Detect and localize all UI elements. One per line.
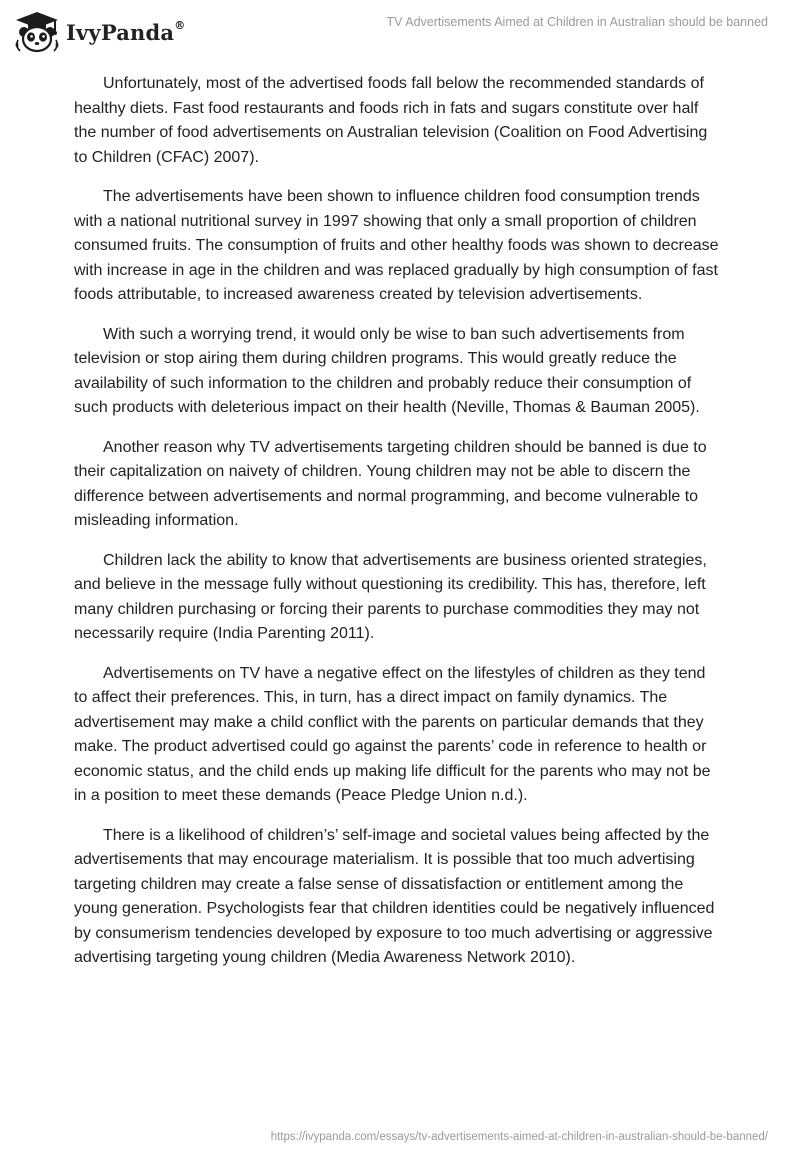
paragraph: Unfortunately, most of the advertised foods fall below the recommended standards of healthy diets. Fast food restaurants and foods rich in fats and sugars constitute over half the number of food advertisements on Australian television (Coalition on Food Advertising to Children (CFAC) 2007). <box>74 75 708 166</box>
paragraph: There is a likelihood of children’s’ self-image and societal values being affected by the advertisements that may encourage materialism. It is possible that too much advertising targeting children may create a false sense of dissatisfaction or entitlement among the young generation. Psychologists fear that children identities could be negatively influenced by consumerism tendencies developed by exposure to too much advertising or aggressive advertising targeting young children (Media Awareness Network 2010). <box>74 826 715 966</box>
paragraph: With such a worrying trend, it would only be wise to ban such advertisements from television or stop airing them during children programs. This would greatly reduce the availability of such information to the children and probably reduce their consumption of such products with deleterious impact on their health (Neville, Thomas & Bauman 2005). <box>74 325 700 416</box>
paragraph: Another reason why TV advertisements targeting children should be banned is due to their capitalization on naivety of children. Young children may not be able to discern the difference between advertisements and normal programming, and become vulnerable to misleading information. <box>74 438 707 529</box>
page-header <box>0 0 800 60</box>
essay-body <box>74 72 720 986</box>
document-title: TV Advertisements Aimed at Children in Australian should be banned <box>386 15 768 29</box>
paragraph: Advertisements on TV have a negative effect on the lifestyles of children as they tend to affect their preferences. This, in turn, has a direct impact on family dynamics. The advertisement may make a child conflict with the parents on particular demands that they make. The product advertised could go against the parents’ code in reference to health or economic status, and the child ends up making life difficult for the parents who may not be in a position to meet these demands (Peace Pledge Union n.d.). <box>74 664 711 804</box>
ivypanda-logo[interactable] <box>14 10 185 54</box>
paragraph: The advertisements have been shown to influence children food consumption trends with a national nutritional survey in 1997 showing that only a small proportion of children consumed fruits. The consumption of fruits and other healthy foods was shown to decrease with increase in age in the children and was replaced gradually by high consumption of fast foods attributable, to increased awareness created by television advertisements. <box>74 188 719 303</box>
source-url[interactable]: https://ivypanda.com/essays/tv-advertisements-aimed-at-children-in-australian-should-be-banned/ <box>270 1131 768 1143</box>
paragraph: Children lack the ability to know that advertisements are business oriented strategies, and believe in the message fully without questioning its credibility. This has, therefore, left many children purchasing or forcing their parents to purchase commodities they may not necessarily require (India Parenting 2011). <box>74 551 707 642</box>
brand-name: IvyPanda® <box>66 18 186 45</box>
panda-graduate-icon <box>14 10 60 54</box>
